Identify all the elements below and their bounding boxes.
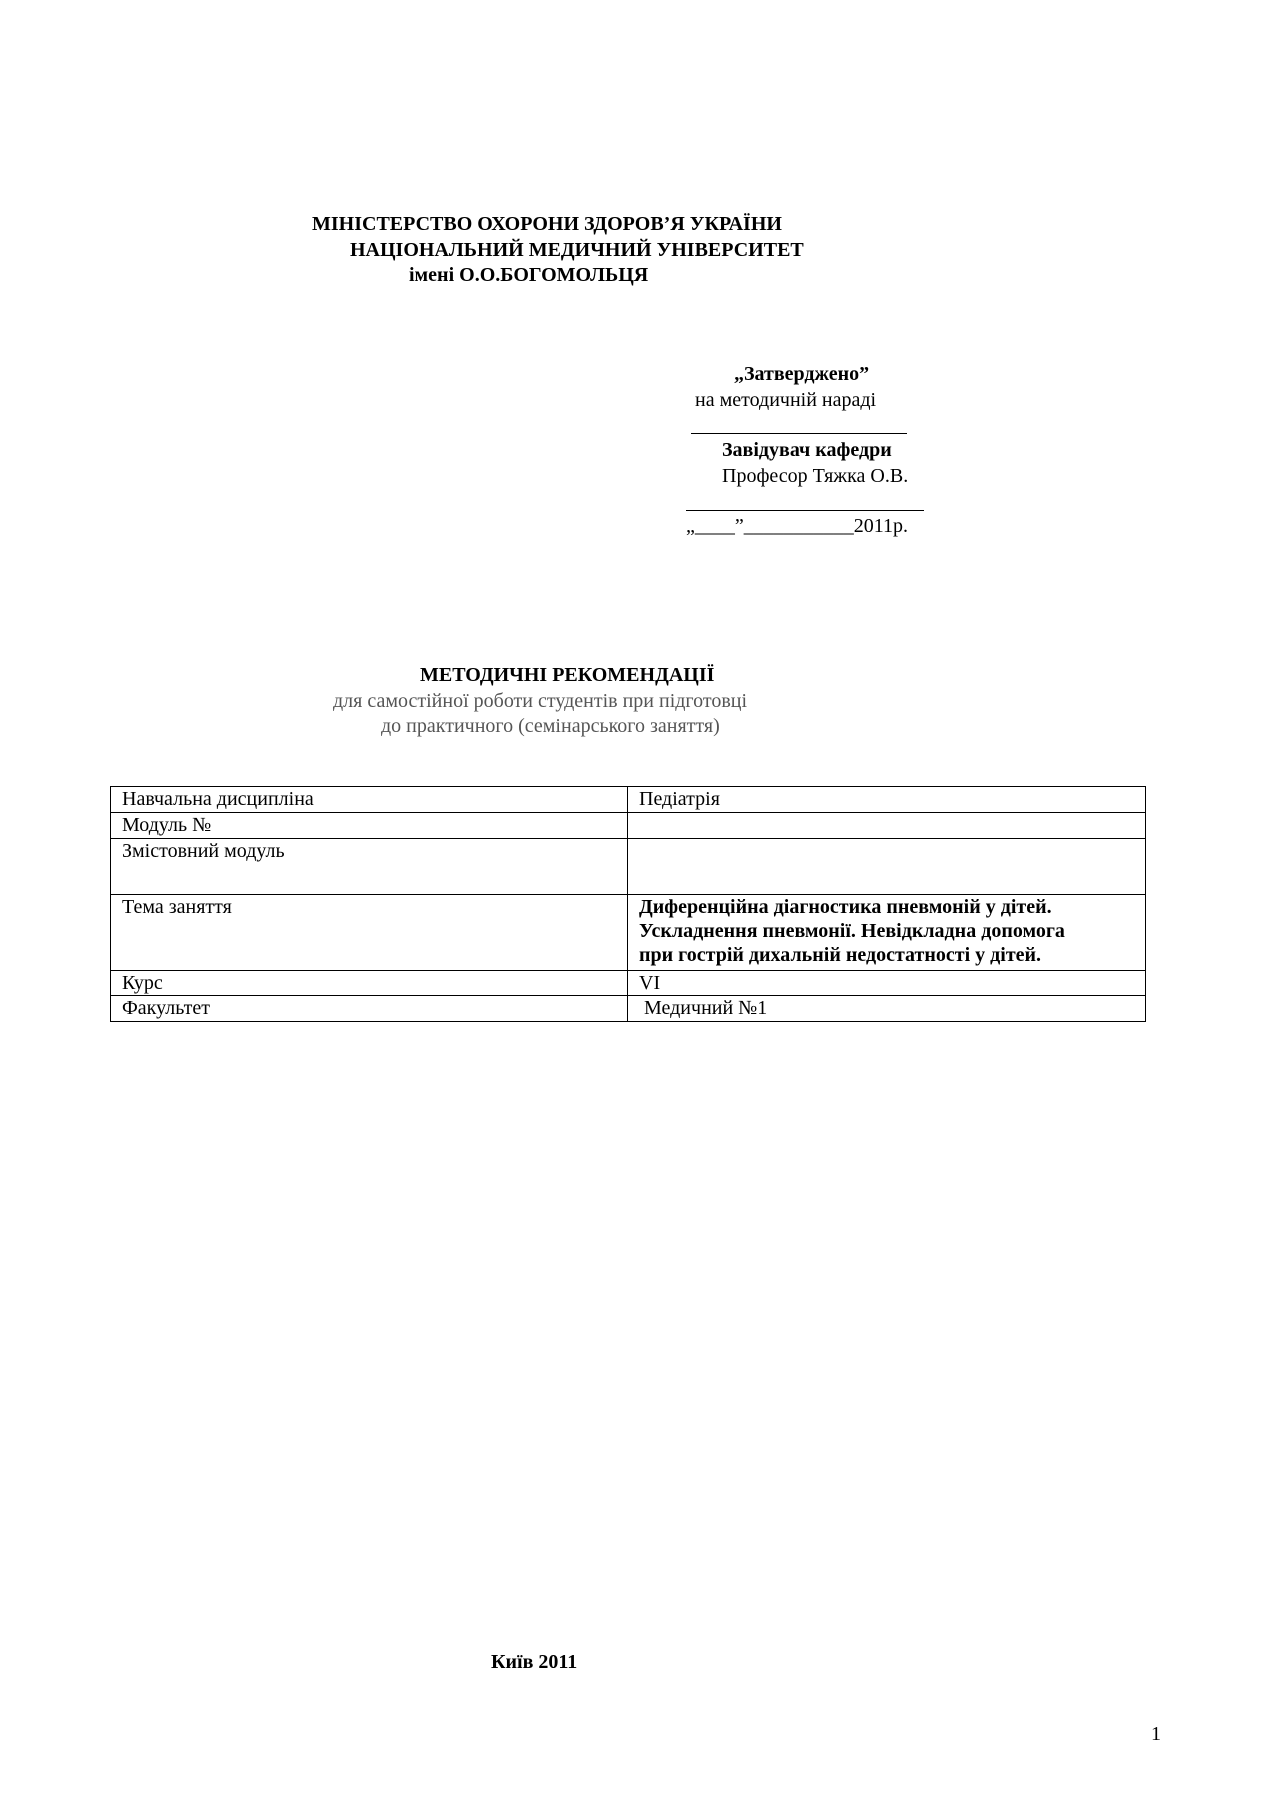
table-cell-value <box>628 839 1146 895</box>
university-named-after: імені О.О.БОГОМОЛЬЦЯ <box>409 264 649 286</box>
table-cell-value: Медичний №1 <box>628 996 1146 1022</box>
table-cell-label: Факультет <box>111 996 628 1022</box>
table-cell-label: Курс <box>111 971 628 996</box>
table-row <box>111 895 1146 971</box>
approval-date: „____”___________2011р. <box>686 515 909 537</box>
table-cell-value: Педіатрія <box>628 787 1146 813</box>
signature-line-2 <box>686 510 924 511</box>
table-row <box>111 839 1146 895</box>
table-row <box>111 787 1146 813</box>
document-title: МЕТОДИЧНІ РЕКОМЕНДАЦІЇ <box>420 664 715 686</box>
topic-line: Диференційна діагностика пневмоній у дітей. <box>639 896 1052 918</box>
ministry-title: МІНІСТЕРСТВО ОХОРОНИ ЗДОРОВ’Я УКРАЇНИ <box>312 213 782 235</box>
signature-line <box>691 433 907 434</box>
table-cell-label: Змістовний модуль <box>111 839 628 895</box>
table-cell-label: Навчальна дисципліна <box>111 787 628 813</box>
table-row <box>111 813 1146 839</box>
document-subtitle-line1: для самостійної роботи студентів при підготовці <box>333 690 748 712</box>
approved-label: „Затверджено” <box>734 363 870 385</box>
page-number: 1 <box>1151 1723 1161 1745</box>
topic-line: при гострій дихальній недостатності у дітей. <box>639 944 1042 966</box>
course-info-table <box>110 786 1146 1022</box>
head-title: Завідувач кафедри <box>722 439 892 461</box>
table-row <box>111 971 1146 996</box>
table-cell-topic <box>628 895 1146 971</box>
topic-line: Ускладнення пневмонії. Невідкладна допомога <box>639 920 1065 942</box>
table-cell-label: Тема заняття <box>111 895 628 971</box>
meeting-label: на методичній нараді <box>695 389 877 411</box>
table-row <box>111 996 1146 1022</box>
document-subtitle-line2: до практичного (семінарського заняття) <box>381 715 720 737</box>
city-year: Київ 2011 <box>491 1651 578 1673</box>
table-cell-value <box>628 813 1146 839</box>
table-cell-label: Модуль № <box>111 813 628 839</box>
university-title: НАЦІОНАЛЬНИЙ МЕДИЧНИЙ УНІВЕРСИТЕТ <box>350 239 804 261</box>
head-name: Професор Тяжка О.В. <box>722 465 909 487</box>
table-cell-value: VI <box>628 971 1146 996</box>
